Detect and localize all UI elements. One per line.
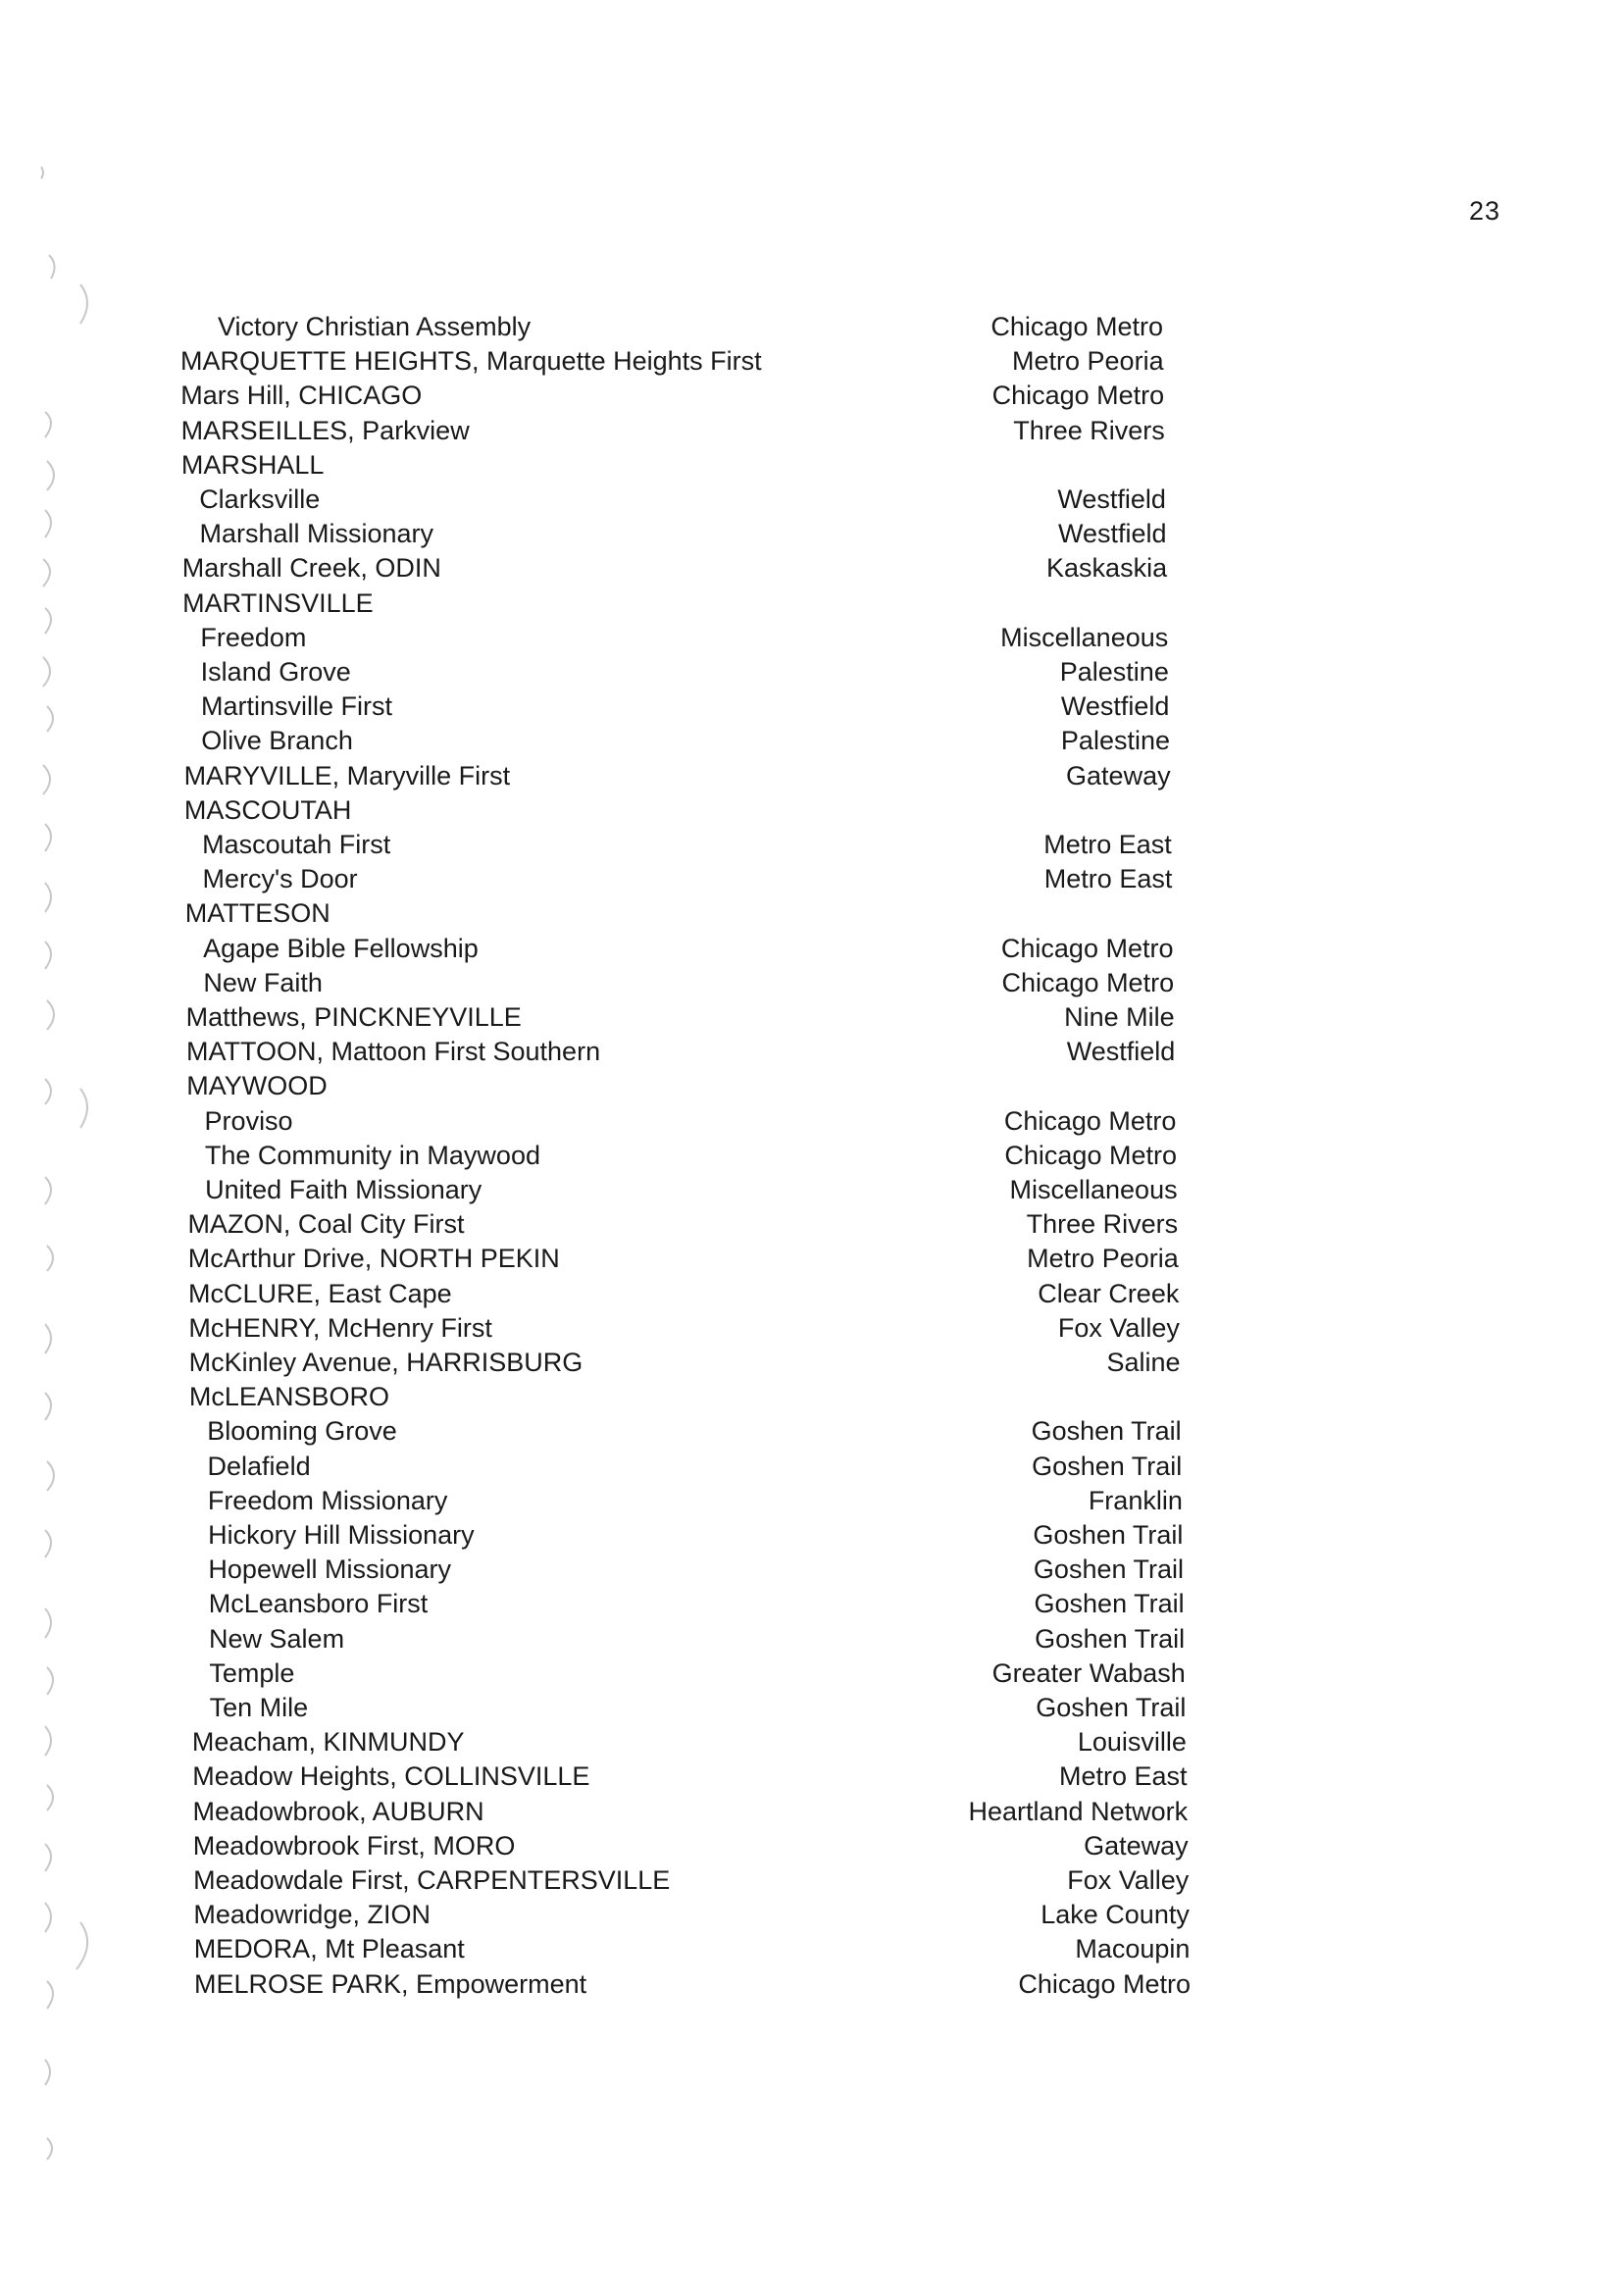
directory-entry [0,1104,1624,1138]
entry-name: Delafield [207,1451,311,1481]
entry-name: Agape Bible Fellowship [203,933,479,963]
entry-name: MASCOUTAH [183,794,352,825]
entry-association: Goshen Trail [1033,1555,1184,1585]
entry-name: Meacham, KINMUNDY [191,1727,465,1758]
entry-association: Westfield [1060,691,1170,722]
entry-name: MAZON, Coal City First [187,1209,465,1240]
entry-name: Proviso [204,1105,293,1136]
entry-name: MARSEILLES, Parkview [180,415,470,445]
entry-name: McLEANSBORO [188,1382,389,1412]
entry-name: MATTOON, Mattoon First Southern [185,1037,601,1067]
entry-association: Miscellaneous [1009,1175,1178,1204]
entry-association: Westfield [1066,1037,1176,1067]
entry-name: MARYVILLE, Maryville First [183,760,511,790]
directory-entry [0,1932,1624,1965]
entry-name: Meadowdale First, CARPENTERSVILLE [193,1865,671,1895]
entry-name: New Faith [203,967,323,997]
directory-entry [0,759,1624,792]
entry-name: Hopewell Missionary [208,1555,452,1585]
entry-association: Greater Wabash [991,1657,1186,1688]
directory-entry [0,586,1624,620]
entry-association: Fox Valley [1057,1312,1180,1343]
entry-name: Hickory Hill Missionary [208,1520,475,1550]
directory-entry [0,1829,1624,1862]
entry-name: Meadowridge, ZION [193,1900,431,1930]
directory-entry [0,1691,1624,1724]
entry-name: Clarksville [199,484,321,514]
directory-entry [0,414,1624,447]
entry-association: Goshen Trail [1033,1520,1184,1550]
entry-association: Chicago Metro [1000,933,1174,963]
entry-name: Blooming Grove [207,1416,397,1447]
directory-entry [0,551,1624,585]
directory-entry [0,1207,1624,1241]
entry-association: Lake County [1040,1900,1190,1930]
entry-name: New Salem [209,1623,345,1654]
entry-association: Goshen Trail [1036,1693,1187,1722]
directory-entry [0,1725,1624,1759]
entry-name: Meadowbrook First, MORO [192,1830,516,1861]
directory-entry [0,1450,1624,1483]
entry-name: MARQUETTE HEIGHTS, Marquette Heights First [180,346,762,377]
entry-association: Gateway [1066,760,1171,790]
entry-association: Franklin [1088,1485,1183,1515]
directory-entry [0,689,1624,723]
directory-entry [0,344,1624,378]
directory-entry [0,483,1624,516]
entry-name: McCLURE, East Cape [188,1278,452,1308]
directory-entry [0,1069,1624,1102]
entry-association: Goshen Trail [1031,1416,1182,1447]
entry-association: Saline [1106,1348,1181,1377]
page-number: 23 [1469,196,1501,226]
entry-association: Metro Peoria [1012,346,1164,377]
entry-name: Marshall Creek, ODIN [181,553,441,584]
entry-name: Victory Christian Assembly [218,312,532,341]
entry-name: McKinley Avenue, HARRISBURG [188,1348,584,1377]
directory-entry [0,793,1624,827]
directory-entry [0,1622,1624,1656]
directory-entry [0,932,1624,965]
directory-entry [0,1518,1624,1552]
directory-entry [0,1759,1624,1793]
entry-name: Mercy's Door [202,864,358,894]
entry-association: Westfield [1057,484,1166,514]
entry-name: MAYWOOD [186,1071,328,1101]
entry-name: Freedom Missionary [207,1485,448,1515]
entry-association: Chicago Metro [1004,1140,1177,1170]
directory-entry [0,621,1624,654]
entry-name: United Faith Missionary [205,1175,482,1204]
entry-name: Temple [209,1657,295,1688]
entry-name: Marshall Missionary [199,519,434,549]
directory-entry [0,1414,1624,1448]
entry-name: Meadowbrook, AUBURN [192,1796,484,1826]
entry-association: Three Rivers [1013,415,1165,445]
directory-entry [0,896,1624,930]
entry-association: Chicago Metro [1001,967,1175,997]
entry-name: Ten Mile [209,1693,309,1722]
entry-name: McLeansboro First [208,1589,429,1619]
entry-name: McHENRY, McHenry First [188,1312,492,1343]
entry-name: MARSHALL [180,449,325,480]
entry-name: MARTINSVILLE [182,587,374,618]
entry-name: McArthur Drive, NORTH PEKIN [187,1244,560,1274]
directory-entry [0,1967,1624,2001]
entry-association: Nine Mile [1064,1002,1175,1032]
entry-name: Mascoutah First [202,830,391,859]
entry-association: Metro East [1043,830,1172,859]
entry-name: MEDORA, Mt Pleasant [193,1934,465,1964]
entry-name: Olive Branch [201,726,353,756]
entry-association: Goshen Trail [1032,1451,1183,1481]
entry-association: Chicago Metro [991,381,1165,411]
directory-entry [0,517,1624,550]
directory-entry [0,655,1624,688]
directory-entry [0,1311,1624,1345]
directory-entry [0,1277,1624,1310]
entry-association: Goshen Trail [1035,1623,1186,1654]
entry-association: Goshen Trail [1034,1589,1185,1619]
directory-entry [0,1242,1624,1275]
directory-entry [0,310,1624,343]
entry-association: Heartland Network [968,1796,1189,1826]
directory-entry [0,1587,1624,1620]
entry-association: Macoupin [1075,1934,1191,1964]
entry-association: Gateway [1084,1830,1189,1861]
entry-association: Fox Valley [1067,1865,1190,1895]
entry-association: Palestine [1060,726,1170,756]
directory-entry [0,724,1624,757]
entry-name: Freedom [200,622,307,652]
entry-association: Palestine [1059,657,1169,687]
directory-entry [0,1139,1624,1172]
entry-name: Island Grove [200,657,351,687]
entry-association: Three Rivers [1026,1209,1179,1240]
entry-name: Mars Hill, CHICAGO [180,381,423,411]
directory-entry [0,1484,1624,1517]
entry-association: Chicago Metro [1003,1105,1177,1136]
entry-association: Clear Creek [1038,1278,1180,1308]
entry-association: Westfield [1057,519,1167,549]
directory-entry [0,1898,1624,1931]
entry-name: MATTESON [184,898,330,929]
directory-entry [0,1346,1624,1379]
entry-association: Chicago Metro [990,312,1163,341]
directory-entry [0,448,1624,482]
directory-entry [0,828,1624,861]
directory-entry [0,1380,1624,1413]
directory-entry [0,1035,1624,1068]
directory-entry [0,966,1624,999]
entry-association: Louisville [1077,1727,1187,1758]
directory-entry [0,1863,1624,1897]
entry-association: Kaskaskia [1046,553,1168,584]
directory-entry [0,1657,1624,1690]
entry-name: Meadow Heights, COLLINSVILLE [192,1761,590,1792]
entry-name: Martinsville First [200,691,392,722]
entry-association: Metro East [1043,864,1173,894]
entry-name: Matthews, PINCKNEYVILLE [185,1002,522,1032]
entry-association: Metro East [1058,1761,1188,1792]
directory-entry [0,1173,1624,1206]
entry-name: The Community in Maywood [204,1140,540,1170]
entry-association: Metro Peoria [1027,1244,1179,1274]
directory-entry [0,1553,1624,1586]
directory-entry [0,1000,1624,1034]
directory-entry [0,379,1624,412]
directory-entry [0,1795,1624,1828]
directory-entry [0,862,1624,895]
entry-name: MELROSE PARK, Empowerment [194,1968,587,1999]
entry-association: Miscellaneous [1000,622,1169,652]
entry-association: Chicago Metro [1018,1968,1191,1999]
